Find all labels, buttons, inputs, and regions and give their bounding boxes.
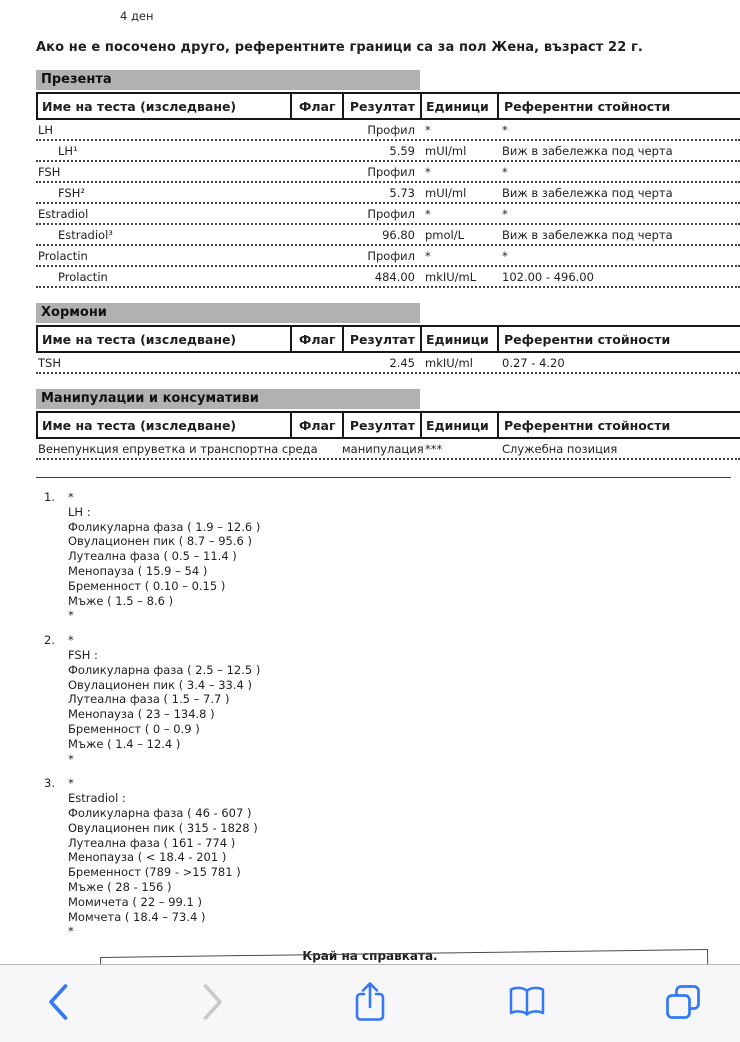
cell-flag (290, 162, 342, 181)
footnote-line: Фоликуларна фаза ( 2.5 – 12.5 ) (68, 662, 261, 677)
report-sections (36, 70, 740, 460)
footnote-line: Менопауза ( < 18.4 - 201 ) (68, 850, 227, 865)
footnote-line: * (68, 751, 74, 766)
cell-flag (290, 439, 342, 458)
cell-test-name: Венепункция епруветка и транспортна среда (38, 442, 318, 456)
cell-reference: 102.00 - 496.00 (502, 270, 594, 284)
cell-units: * (425, 123, 431, 137)
footnote-line: Лутеална фаза ( 161 - 774 ) (68, 835, 236, 850)
share-icon (353, 980, 387, 1027)
cell-units: mkIU/mL (425, 270, 477, 284)
cell-result: 96.80 (382, 228, 415, 242)
col-header-flag: Флаг (290, 327, 342, 351)
footnote (36, 776, 740, 939)
cell-test-name: LH¹ (58, 144, 78, 158)
footnote-number: 2. (44, 633, 55, 648)
cell-reference: * (502, 249, 508, 263)
footnote-line: * (68, 490, 74, 504)
table-row (36, 353, 740, 374)
footnote-lines (68, 490, 260, 623)
footnote-line: Момчета ( 18.4 – 73.4 ) (68, 909, 206, 924)
footnote-line: LH : (68, 504, 91, 519)
cell-test-name: LH (38, 123, 54, 137)
cell-test-name: Estradiol³ (58, 228, 113, 242)
col-header-test-name: Име на теста (изследване) (36, 413, 290, 437)
cell-result: 5.73 (389, 186, 415, 200)
table-header-row (36, 411, 740, 439)
tabs-button[interactable] (660, 974, 706, 1034)
footnote-line: FSH : (68, 647, 98, 662)
cell-units: pmol/L (425, 228, 465, 242)
cell-result: Профил (367, 165, 415, 179)
footnote-line: * (68, 633, 74, 648)
footnote-line: Овулационен пик ( 3.4 – 33.4 ) (68, 677, 252, 692)
table-row (36, 141, 740, 162)
cell-reference: Служебна позиция (502, 442, 618, 456)
table-body (36, 353, 740, 374)
col-header-units: Единици (420, 413, 497, 437)
results-table (36, 92, 740, 288)
section-title: Презента (36, 70, 420, 90)
cell-reference: 0.27 - 4.20 (502, 356, 565, 370)
footnote-line: Estradiol : (68, 791, 126, 806)
cell-flag (290, 246, 342, 265)
cell-reference: * (502, 165, 508, 179)
back-button[interactable] (34, 974, 80, 1034)
table-row (36, 267, 740, 288)
cell-flag (290, 183, 342, 202)
forward-button[interactable] (191, 974, 237, 1034)
col-header-result: Резултат (342, 94, 420, 118)
col-header-reference: Референтни стойности (497, 327, 740, 351)
cell-reference: Виж в забележка под черта (502, 186, 673, 200)
col-header-result: Резултат (342, 413, 420, 437)
cell-units: mUI/ml (425, 186, 467, 200)
cell-test-name: FSH² (58, 186, 85, 200)
footnote-lines (68, 633, 260, 766)
safari-bottom-toolbar (0, 964, 740, 1042)
footnote (36, 633, 740, 766)
footnote-line: Мъже ( 1.5 – 8.6 ) (68, 593, 174, 608)
footnote-line: * (68, 924, 74, 939)
footnote-number: 1. (44, 490, 55, 504)
col-header-flag: Флаг (290, 413, 342, 437)
footnote-line: Мъже ( 1.4 – 12.4 ) (68, 736, 181, 751)
table-row (36, 162, 740, 183)
results-table (36, 411, 740, 460)
report-section (36, 70, 740, 288)
cell-result: 5.59 (389, 144, 415, 158)
cell-reference: * (502, 123, 508, 137)
footnotes-divider (36, 477, 731, 478)
tabs-icon (664, 983, 702, 1024)
table-row (36, 204, 740, 225)
cell-result: манипулация (342, 442, 424, 456)
cell-result: 2.45 (389, 356, 415, 370)
share-button[interactable] (347, 974, 393, 1034)
col-header-units: Единици (420, 94, 497, 118)
report-section (36, 389, 740, 460)
lab-report-document (36, 0, 740, 963)
cell-flag (290, 141, 342, 160)
col-header-reference: Референтни стойности (497, 413, 740, 437)
cell-flag (290, 353, 342, 372)
book-icon (506, 984, 548, 1023)
cell-flag (290, 120, 342, 139)
cell-units: * (425, 249, 431, 263)
report-section (36, 303, 740, 374)
footnote-line: Бременност (789 - >15 781 ) (68, 865, 241, 880)
cell-units: mUI/ml (425, 144, 467, 158)
cell-test-name: TSH (38, 356, 61, 370)
footnote-line: * (68, 776, 74, 791)
chevron-right-icon (201, 982, 226, 1025)
footnote-line: Фоликуларна фаза ( 46 - 607 ) (68, 805, 252, 820)
footnote-line: Лутеална фаза ( 0.5 – 11.4 ) (68, 549, 237, 564)
table-row (36, 246, 740, 267)
footnote-number: 3. (44, 776, 55, 791)
cell-reference: Виж в забележка под черта (502, 228, 673, 242)
col-header-test-name: Име на теста (изследване) (36, 94, 290, 118)
table-header-row (36, 92, 740, 120)
footnotes-list (36, 490, 740, 939)
footnote-line: Фоликуларна фаза ( 1.9 – 12.6 ) (68, 519, 261, 534)
cell-units: * (425, 207, 431, 221)
col-header-test-name: Име на теста (изследване) (36, 327, 290, 351)
cell-flag (290, 225, 342, 244)
cell-units: * (425, 165, 431, 179)
footnote-line: Бременност ( 0 – 0.9 ) (68, 721, 200, 736)
cell-result: Профил (367, 207, 415, 221)
footnote-line: Менопауза ( 23 – 134.8 ) (68, 707, 215, 722)
footnote-line: * (68, 608, 74, 623)
cell-test-name: Estradiol (38, 207, 89, 221)
cell-result: 484.00 (374, 270, 415, 284)
table-header-row (36, 325, 740, 353)
footnote-line: Лутеална фаза ( 1.5 – 7.7 ) (68, 692, 230, 707)
cell-units: mkIU/ml (425, 356, 473, 370)
col-header-units: Единици (420, 327, 497, 351)
table-row (36, 439, 740, 460)
end-of-report-label: Край на справката. (302, 949, 438, 964)
cell-result: Профил (367, 123, 415, 137)
section-title: Хормони (36, 303, 420, 323)
table-body (36, 120, 740, 288)
footnote-line: Овулационен пик ( 315 - 1828 ) (68, 820, 258, 835)
footnote (36, 490, 740, 623)
results-table (36, 325, 740, 374)
col-header-flag: Флаг (290, 94, 342, 118)
cell-test-name: Prolactin (38, 249, 88, 263)
col-header-reference: Референтни стойности (497, 94, 740, 118)
cell-units: *** (425, 442, 443, 456)
cell-reference: * (502, 207, 508, 221)
footnote-lines (68, 776, 258, 939)
footnote-line: Мъже ( 28 - 156 ) (68, 879, 172, 894)
cell-result: Профил (367, 249, 415, 263)
table-row (36, 120, 740, 141)
footnote-line: Бременност ( 0.10 – 0.15 ) (68, 578, 226, 593)
footnote-line: Момичета ( 22 – 99.1 ) (68, 894, 202, 909)
bookmarks-button[interactable] (504, 974, 550, 1034)
reference-range-disclaimer: Ако не е посочено друго, референтните граници са за пол Жена, възраст 22 г. (36, 40, 643, 55)
cell-flag (290, 267, 342, 286)
col-header-result: Резултат (342, 327, 420, 351)
section-title: Манипулации и консумативи (36, 389, 420, 409)
cell-reference: Виж в забележка под черта (502, 144, 673, 158)
cycle-day-note: 4 ден (120, 9, 154, 23)
footnote-line: Менопауза ( 15.9 – 54 ) (68, 563, 208, 578)
table-row (36, 183, 740, 204)
footnote-line: Овулационен пик ( 8.7 – 95.6 ) (68, 534, 252, 549)
table-row (36, 225, 740, 246)
cell-flag (290, 204, 342, 223)
cell-test-name: FSH (38, 165, 61, 179)
cell-test-name: Prolactin (58, 270, 108, 284)
table-body (36, 439, 740, 460)
chevron-left-icon (45, 982, 70, 1025)
